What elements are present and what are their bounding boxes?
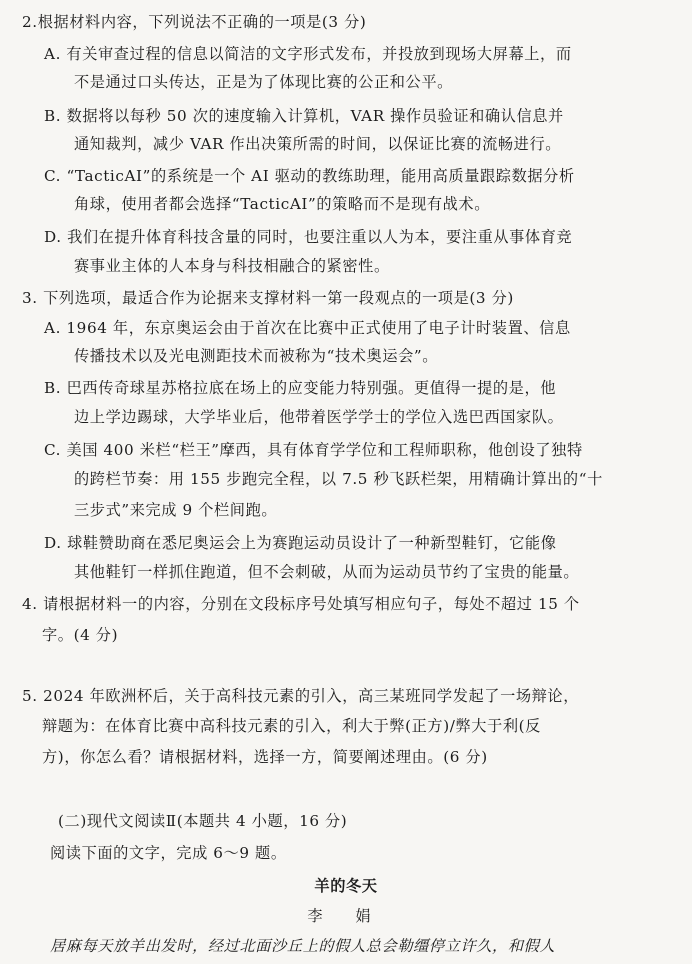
section-instruction: 阅读下面的文字，完成 6～9 题。 (50, 844, 287, 862)
q2-option-c-line1: C. “TacticAI”的系统是一个 AI 驱动的教练助理，能用高质量跟踪数据分析 (44, 167, 575, 185)
q2-option-c-line2: 角球，使用者都会选择“TacticAI”的策略而不是现有战术。 (74, 195, 491, 213)
passage-author: 李 娟 (307, 907, 385, 925)
q3-option-d-line2: 其他鞋钉一样抓住跑道，但不会刺破，从而为运动员节约了宝贵的能量。 (74, 563, 580, 581)
q2-option-a-line1: A. 有关审查过程的信息以简洁的文字形式发布，并投放到现场大屏幕上，而 (44, 45, 572, 63)
q3-option-a-line1: A. 1964 年，东京奥运会由于首次在比赛中正式使用了电子计时装置、信息 (44, 319, 571, 337)
q3-option-c-line3: 三步式”来完成 9 个栏间跑。 (74, 501, 278, 519)
q3-option-b-line2: 边上学边踢球，大学毕业后，他带着医学学士的学位入选巴西国家队。 (74, 408, 564, 426)
q3-option-a-line2: 传播技术以及光电测距技术而被称为“技术奥运会”。 (74, 347, 439, 365)
q5-line3: 方)，你怎么看？请根据材料，选择一方，简要阐述理由。(6 分) (42, 748, 488, 766)
q2-option-d-line1: D. 我们在提升体育科技含量的同时，也要注重以人为本，要注重从事体育竞 (44, 228, 573, 246)
section-heading: (二)现代文阅读Ⅱ(本题共 4 小题，16 分) (58, 812, 348, 830)
q5-line2: 辩题为：在体育比赛中高科技元素的引入，利大于弊(正方)/弊大于利(反 (42, 717, 541, 735)
q2-option-a-line2: 不是通过口头传达，正是为了体现比赛的公正和公平。 (74, 73, 453, 91)
q2-stem: 2.根据材料内容，下列说法不正确的一项是(3 分) (22, 13, 367, 31)
q2-option-b-line1: B. 数据将以每秒 50 次的速度输入计算机，VAR 操作员验证和确认信息并 (44, 107, 564, 125)
q3-option-d-line1: D. 球鞋赞助商在悉尼奥运会上为赛跑运动员设计了一种新型鞋钉，它能像 (44, 534, 557, 552)
q3-option-c-line2: 的跨栏节奏：用 155 步跑完全程，以 7.5 秒飞跃栏架，用精确计算出的“十 (74, 470, 603, 488)
q2-option-b-line2: 通知裁判，减少 VAR 作出决策所需的时间，以保证比赛的流畅进行。 (74, 135, 562, 153)
q3-stem: 3. 下列选项，最适合作为论据来支撑材料一第一段观点的一项是(3 分) (22, 289, 514, 307)
q3-option-b-line1: B. 巴西传奇球星苏格拉底在场上的应变能力特别强。更值得一提的是，他 (44, 379, 557, 397)
q4-line1: 4. 请根据材料一的内容，分别在文段标序号处填写相应句子，每处不超过 15 个 (22, 595, 580, 613)
passage-title: 羊的冬天 (314, 877, 378, 895)
q2-option-d-line2: 赛事业主体的人本身与科技相融合的紧密性。 (74, 257, 390, 275)
q5-line1: 5. 2024 年欧洲杯后，关于高科技元素的引入，高三某班同学发起了一场辩论， (22, 687, 580, 705)
q3-option-c-line1: C. 美国 400 米栏“栏王”摩西，具有体育学学位和工程师职称，他创设了独特 (44, 441, 583, 459)
q4-line2: 字。(4 分) (42, 626, 119, 644)
passage-first-line: 居麻每天放羊出发时，经过北面沙丘上的假人总会勒缰停立许久，和假人 (50, 937, 556, 955)
